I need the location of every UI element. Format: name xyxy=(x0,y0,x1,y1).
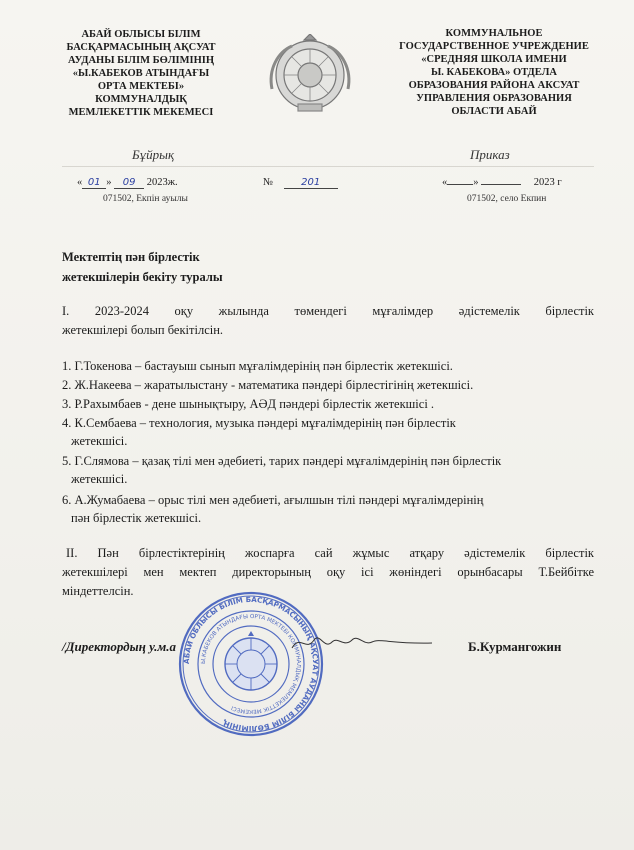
section-2 xyxy=(62,544,594,601)
header-left-line: ОРТА МЕКТЕБІ» xyxy=(97,81,185,92)
place-kz: 071502, Екпін ауылы xyxy=(103,194,188,204)
list-item-text: 4. К.Сембаева – технология, музыка пәндері мұғалімдерінің пән бірлестік xyxy=(62,416,456,430)
list-item xyxy=(62,376,594,394)
number-value: 201 xyxy=(284,177,338,189)
doc-type-kz: Бұйрық xyxy=(132,147,175,162)
seal-inner-text: Ы.КАБЕКОВ АТЫНДАҒЫ ОРТА МЕКТЕБІ КОММУНАЛДЫҚ МЕМЛЕКЕТТІК МЕКЕМЕСІ xyxy=(200,613,302,715)
list-item-text: 5. Г.Слямова – қазақ тілі мен әдебиеті, тарих пәндері мұғалімдерінің пән бірлестік xyxy=(62,454,502,468)
list-item xyxy=(62,414,594,450)
header-right-line: УПРАВЛЕНИЯ ОБРАЗОВАНИЯ xyxy=(416,93,572,104)
date-kz xyxy=(77,177,178,189)
date-close-quote: » xyxy=(473,177,479,188)
header-left-line: АУДАНЫ БІЛІМ БӨЛІМІНІҢ xyxy=(67,55,215,66)
seal-outer-text: АБАЙ ОБЛЫСЫ БІЛІМ БАСҚАРМАСЫНЫҢ АҚСУАТ АУДАНЫ БІЛІМ БӨЛІМІНІҢ xyxy=(181,594,321,734)
header-right-line: «СРЕДНЯЯ ШКОЛА ИМЕНИ xyxy=(421,54,567,65)
list-item xyxy=(62,452,594,488)
section-1-line: жетекшілері болып бекітілсін. xyxy=(62,323,224,337)
list-item-text: 3. Р.Рахымбаев - дене шынықтыру, АӘД пәндері бірлестік жетекшісі . xyxy=(62,397,435,411)
header-right-ru xyxy=(378,27,610,118)
list-item xyxy=(62,395,594,413)
header-right-line: КОММУНАЛЬНОЕ xyxy=(445,28,543,39)
header-left-line: МЕМЛЕКЕТТІК МЕКЕМЕСІ xyxy=(68,107,214,118)
date-open-quote: « xyxy=(77,177,83,188)
date-month: 09 xyxy=(114,177,144,189)
section-2-line: жетекшілері мен мектеп директорының оқу ісі жөніндегі орынбасары Т.Бейбітке xyxy=(62,565,594,579)
list-item xyxy=(62,357,594,375)
list-item-text: 2. Ж.Накеева – жаратылыстану - математика пәндері бірлестігінің жетекшісі. xyxy=(62,378,474,392)
list-item xyxy=(62,491,594,527)
header-right-line: ГОСУДАРСТВЕННОЕ УЧРЕЖДЕНИЕ xyxy=(399,41,589,52)
section-2-line: II. Пән бірлестіктерінің жоспарға сай жұмыс атқару әдістемелік бірлестік xyxy=(66,546,594,560)
signatory-position: /Директордың у.м.а xyxy=(62,639,176,654)
title-line: жетекшілерін бекіту туралы xyxy=(62,270,223,284)
header-right-line: Ы. КАБЕКОВА» ОТДЕЛА xyxy=(430,67,558,78)
date-year: 2023ж. xyxy=(146,177,178,188)
date-open-quote: « xyxy=(442,177,448,188)
number-label: № xyxy=(263,177,274,188)
official-seal-icon xyxy=(176,589,326,739)
date-day: 01 xyxy=(82,177,106,189)
list-item-text-cont: пән бірлестік жетекшісі. xyxy=(71,511,202,525)
section-1-line: I. 2023-2024 оқу жылында төмендегі мұғалімдер әдістемелік бірлестік xyxy=(62,304,594,318)
date-close-quote: » xyxy=(106,177,112,188)
date-day-blank xyxy=(447,184,473,185)
order-number xyxy=(263,177,338,189)
header-divider xyxy=(62,166,594,167)
list-item-text: 1. Г.Токенова – бастауыш сынып мұғалімдерінің пән бірлестік жетекшісі. xyxy=(62,359,453,373)
header-left-line: «Ы.КАБЕКОВ АТЫНДАҒЫ xyxy=(72,68,210,79)
signature-scribble xyxy=(286,628,436,658)
list-item-text-cont: жетекшісі. xyxy=(71,472,128,486)
date-month-blank xyxy=(481,184,521,185)
header-right-line: ОБЛАСТИ АБАЙ xyxy=(451,106,537,117)
header-left-line: АБАЙ ОБЛЫСЫ БІЛІМ xyxy=(81,29,201,40)
state-emblem-icon xyxy=(262,34,358,116)
header-right-line: ОБРАЗОВАНИЯ РАЙОНА АКСУАТ xyxy=(408,80,580,91)
list-item-text-cont: жетекшісі. xyxy=(71,434,128,448)
title-line: Мектептің пән бірлестік xyxy=(62,250,200,264)
date-ru xyxy=(442,177,562,188)
doc-type-ru: Приказ xyxy=(470,147,510,162)
list-item-text: 6. А.Жумабаева – орыс тілі мен әдебиеті, ағылшын тілі пәндері мұғалімдерінің xyxy=(62,493,484,507)
header-left-line: БАСҚАРМАСЫНЫҢ АҚСУАТ xyxy=(66,42,216,53)
place-ru: 071502, село Екпин xyxy=(467,194,547,204)
signatory-name: Б.Курмангожин xyxy=(468,639,562,654)
date-year: 2023 г xyxy=(533,177,562,188)
document-title xyxy=(62,247,223,287)
header-left-line: КОММУНАЛДЫҚ xyxy=(95,94,187,105)
section-2-line: міндеттелсін. xyxy=(62,584,134,598)
section-1 xyxy=(62,302,594,340)
header-left-kz xyxy=(30,28,252,119)
